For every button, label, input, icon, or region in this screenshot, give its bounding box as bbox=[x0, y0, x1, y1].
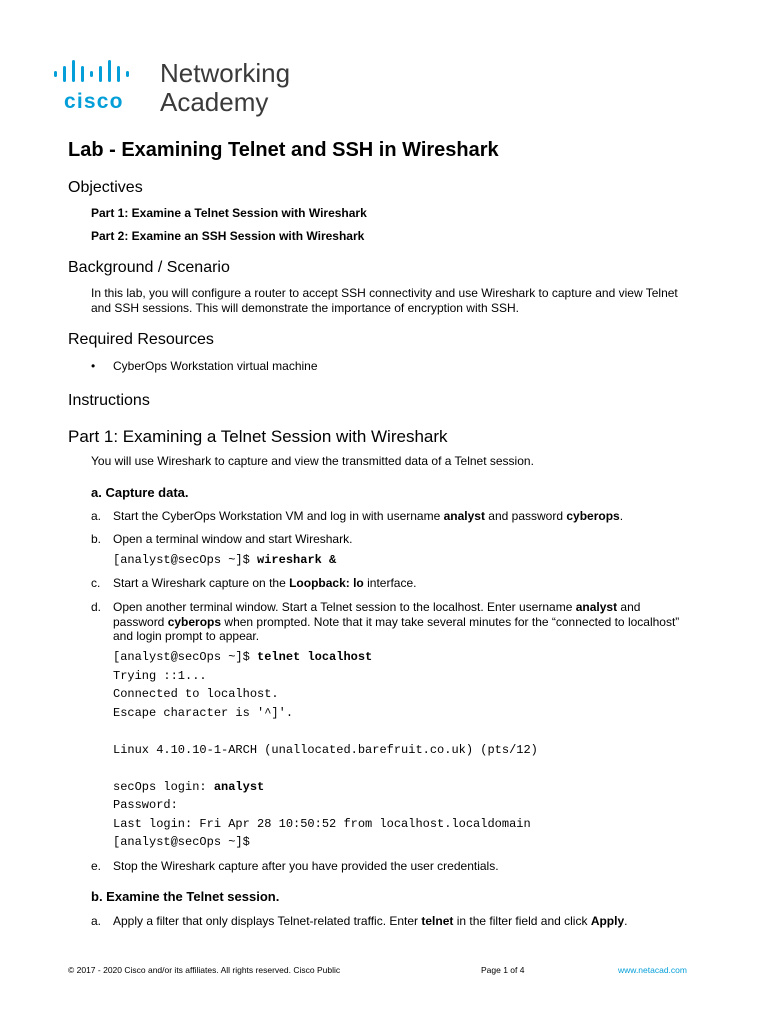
terminal-line: [analyst@secOps ~]$ bbox=[113, 835, 250, 849]
command-line: [analyst@secOps ~]$ wireshark & bbox=[113, 553, 337, 567]
list-item: Stop the Wireshark capture after you have provided the user credentials. bbox=[113, 859, 499, 873]
terminal-line: Password: bbox=[113, 798, 178, 812]
objective-item: Part 1: Examine a Telnet Session with Wireshark bbox=[91, 206, 367, 220]
part1-intro: You will use Wireshark to capture and view the transmitted data of a Telnet session. bbox=[91, 454, 534, 468]
footer-page-number: Page 1 of 4 bbox=[481, 965, 525, 975]
footer-url-link[interactable]: www.netacad.com bbox=[618, 965, 687, 975]
background-heading: Background / Scenario bbox=[68, 259, 230, 276]
terminal-line: Last login: Fri Apr 28 10:50:52 from localhost.localdomain bbox=[113, 817, 531, 831]
step-b-heading: b. Examine the Telnet session. bbox=[91, 889, 280, 904]
logo-networking: Networking bbox=[160, 58, 291, 88]
list-letter: e. bbox=[91, 859, 102, 873]
page-title: Lab - Examining Telnet and SSH in Wireshark bbox=[68, 139, 499, 161]
background-text: In this lab, you will configure a router to accept SSH connectivity and use Wireshark to capture and view Telnet and SSH sessions. This will demonstrate the importance of encryption with SSH. bbox=[91, 286, 678, 315]
logo-academy: Academy bbox=[160, 87, 269, 117]
step-a-heading: a. Capture data. bbox=[91, 485, 189, 500]
objectives-heading: Objectives bbox=[68, 179, 143, 196]
list-letter: a. bbox=[91, 509, 102, 523]
instructions-heading: Instructions bbox=[68, 392, 150, 409]
list-item: Open another terminal window. Start a Telnet session to the localhost. Enter username analyst and password cyberops when prompted. Note that it may take several minutes for the “connected to localhost” and login prompt to appear. bbox=[113, 600, 680, 643]
list-letter: d. bbox=[91, 600, 102, 614]
part1-heading: Part 1: Examining a Telnet Session with Wireshark bbox=[68, 427, 448, 446]
list-letter: a. bbox=[91, 914, 102, 928]
cisco-wordmark: cisco bbox=[64, 90, 124, 113]
list-letter: c. bbox=[91, 576, 101, 590]
objective-item: Part 2: Examine an SSH Session with Wireshark bbox=[91, 229, 365, 243]
footer-copyright: © 2017 - 2020 Cisco and/or its affiliates. All rights reserved. Cisco Public bbox=[68, 965, 341, 975]
list-item: Start a Wireshark capture on the Loopback: lo interface. bbox=[113, 576, 417, 590]
resource-item: CyberOps Workstation virtual machine bbox=[113, 359, 318, 373]
terminal-line: Trying ::1... bbox=[113, 669, 207, 683]
cisco-bars-icon bbox=[54, 60, 150, 82]
resources-heading: Required Resources bbox=[68, 331, 214, 348]
terminal-line: Connected to localhost. bbox=[113, 687, 279, 701]
terminal-line: secOps login: analyst bbox=[113, 780, 265, 794]
list-letter: b. bbox=[91, 532, 102, 546]
terminal-line: [analyst@secOps ~]$ telnet localhost bbox=[113, 650, 373, 664]
terminal-line: Escape character is '^]'. bbox=[113, 706, 294, 720]
list-item: Apply a filter that only displays Telnet-related traffic. Enter telnet in the filter field and click Apply. bbox=[113, 914, 628, 928]
list-item: Open a terminal window and start Wireshark. bbox=[113, 532, 353, 546]
bullet-icon: • bbox=[91, 359, 96, 373]
list-item: Start the CyberOps Workstation VM and log in with username analyst and password cyberops. bbox=[113, 509, 624, 523]
terminal-line: Linux 4.10.10-1-ARCH (unallocated.barefruit.co.uk) (pts/12) bbox=[113, 743, 538, 757]
